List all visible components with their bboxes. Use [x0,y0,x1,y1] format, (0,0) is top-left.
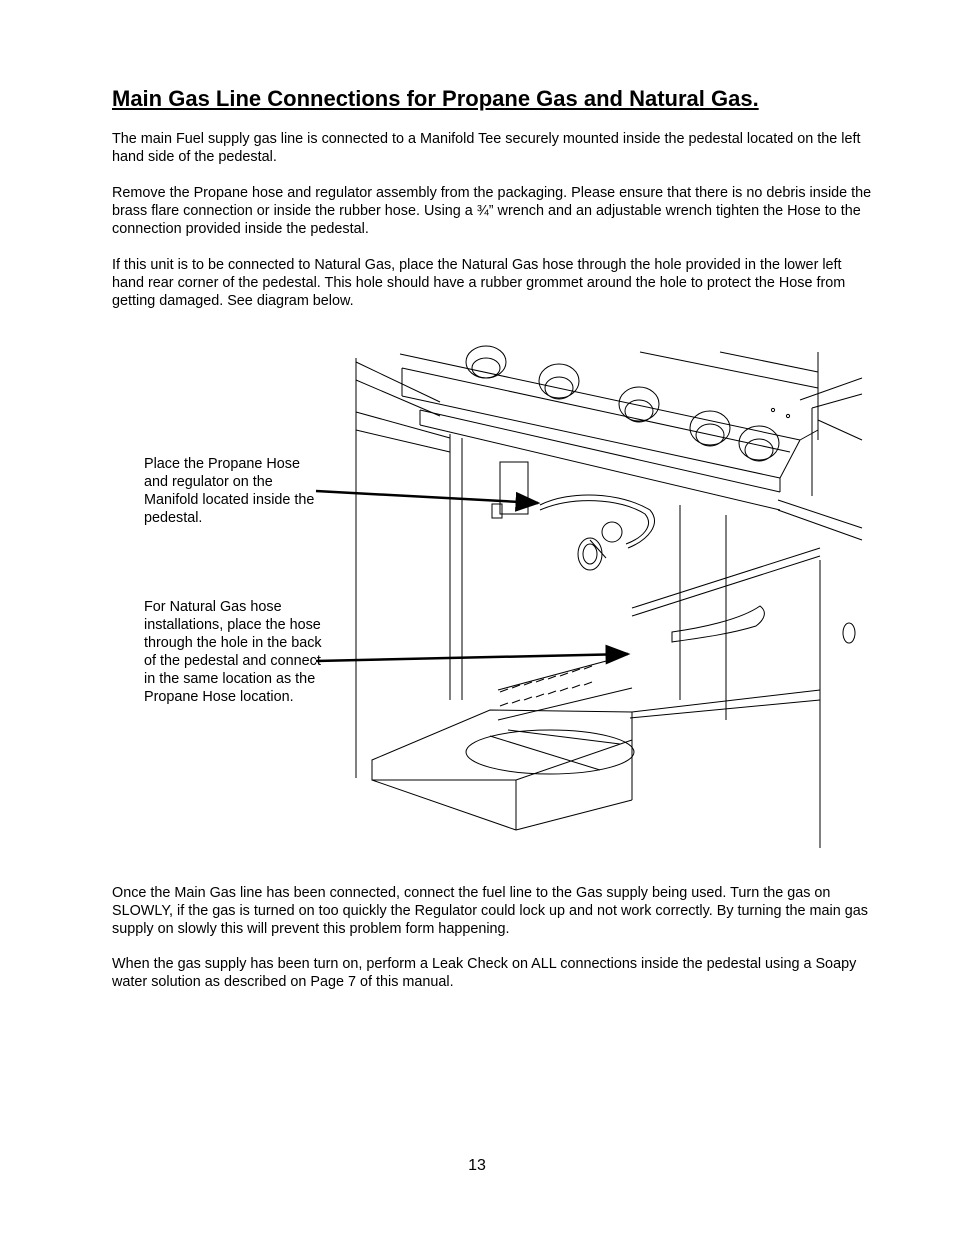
natural-gas-paragraph: If this unit is to be connected to Natural Gas, place the Natural Gas hose through the hole provided in the lower left hand rear corner of the pedestal. This hole should have a rubber grommet around the hole to protect the Hose from getting damaged. See diagram below. [112,257,846,309]
propane-callout: Place the Propane Hose and regulator on the Manifold located inside the pedestal. [144,456,315,526]
propane-callout-arrow [316,491,538,503]
leak-check-paragraph: When the gas supply has been turn on, perform a Leak Check on ALL connections inside the pedestal using a Soapy water solution as described on Page 7 of this manual. [112,956,857,990]
natural-gas-callout-arrow [316,654,628,661]
propane-paragraph: Remove the Propane hose and regulator assembly from the packaging. Please ensure that there is no debris inside the brass flare connection or inside the rubber hose. Using a ¾” wrench and an adjustable wrench tighten the Hose to the connection provided inside the pedestal. [112,185,872,237]
gas-supply-paragraph: Once the Main Gas line has been connected, connect the fuel line to the Gas supply being used. Turn the gas on SLOWLY, if the gas is turned on too quickly the Regulator could lock up and not work correctly. By turning the main gas supply on slowly this will prevent this problem form happening. [112,885,868,937]
page-number: 13 [468,1157,486,1174]
page-title: Main Gas Line Connections for Propane Gas and Natural Gas. [112,86,759,111]
intro-paragraph: The main Fuel supply gas line is connected to a Manifold Tee securely mounted inside the pedestal located on the left hand side of the pedestal. [112,131,861,165]
grill-line-art [356,346,862,848]
natural-gas-callout: For Natural Gas hose installations, place the hose through the hole in the back of the pedestal and connect in the same location as the Propane Hose location. [144,599,322,705]
